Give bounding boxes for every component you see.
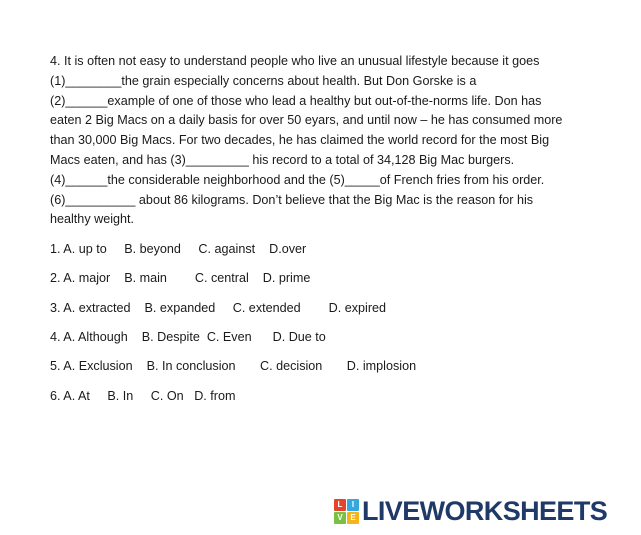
passage-line: 4. It is often not easy to understand people who live an unusual lifestyle because it goes	[50, 54, 540, 68]
question-3-options: 3. A. extracted B. expanded C. extended D. expired	[50, 300, 387, 315]
worksheet	[50, 52, 610, 418]
answer-options	[50, 242, 610, 418]
brand-name: LIVEWORKSHEETS	[362, 496, 608, 526]
question-1-options: 1. A. up to B. beyond C. against D.over	[50, 242, 307, 257]
tile-v: V	[334, 512, 346, 524]
passage-line: (4)______the considerable neighborhood and the (5)_____of French fries from his order.	[50, 172, 545, 187]
passage-line: (6)__________ about 86 kilograms. Don’t believe that the Big Mac is the reason for his	[50, 192, 534, 207]
passage-line: eaten 2 Big Macs on a daily basis for over 50 eyars, and until now – he has consumed more	[50, 113, 563, 128]
passage-line: Macs eaten, and has (3)_________ his record to a total of 34,128 Big Mac burgers.	[50, 152, 515, 167]
question-4-options: 4. A. Although B. Despite C. Even D. Due to	[50, 330, 326, 345]
tile-i: I	[347, 499, 359, 511]
live-tiles-icon	[334, 499, 359, 524]
tile-l: L	[334, 499, 346, 511]
liveworksheets-logo	[334, 497, 607, 525]
question-2-options: 2. A. major B. main C. central D. prime	[50, 271, 311, 286]
question-5-options: 5. A. Exclusion B. In conclusion C. decision D. implosion	[50, 359, 417, 374]
passage-line: than 30,000 Big Macs. For two decades, he has claimed the world record for the most Big	[50, 133, 550, 148]
question-6-options: 6. A. At B. In C. On D. from	[50, 388, 236, 403]
reading-passage	[50, 52, 610, 230]
passage-line: healthy weight.	[50, 212, 135, 227]
tile-e: E	[347, 512, 359, 524]
passage-line: (2)______example of one of those who lead a healthy but out-of-the-norms life. Don has	[50, 93, 542, 108]
passage-line: (1)________the grain especially concerns about health. But Don Gorske is a	[50, 73, 477, 88]
